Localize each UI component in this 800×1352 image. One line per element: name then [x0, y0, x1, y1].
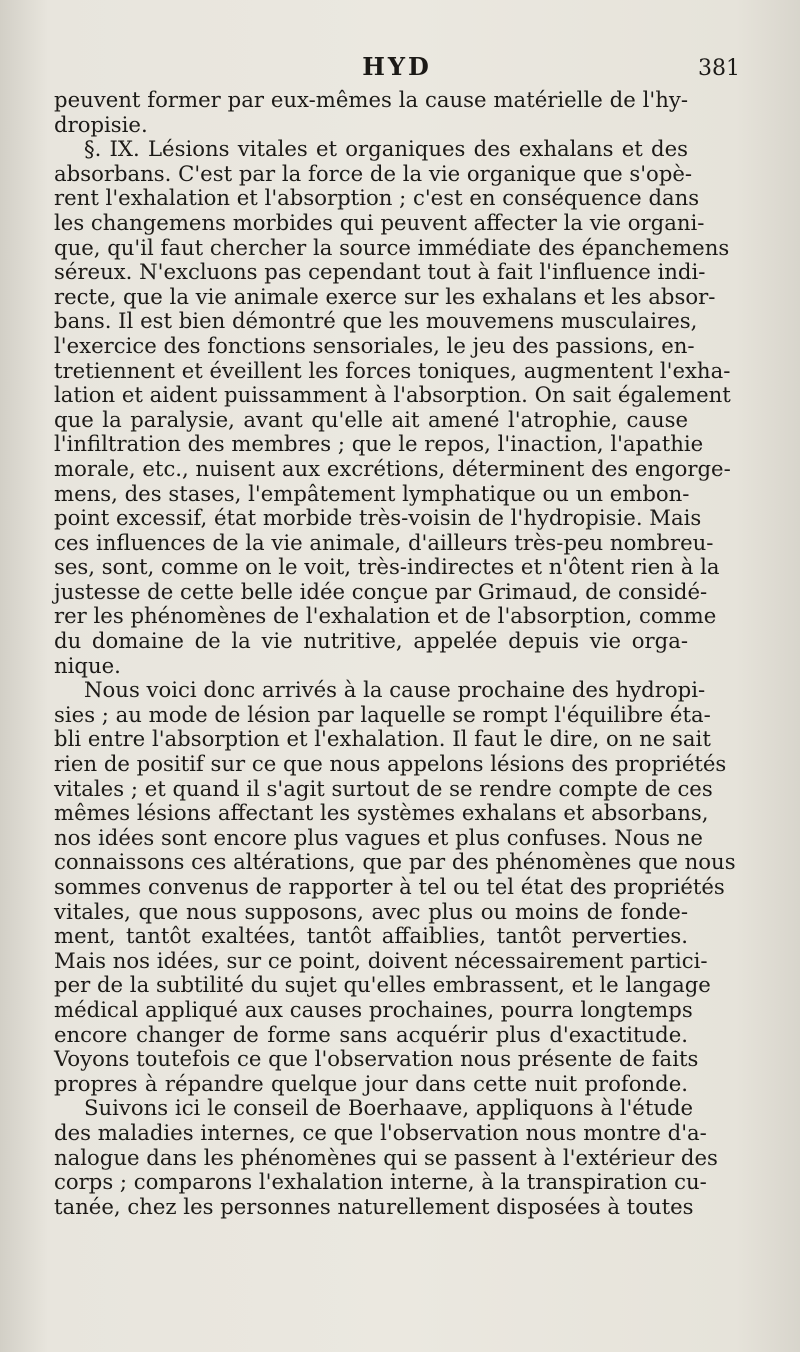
text-line: rien de positif sur ce que nous appelons lésions des propriétés	[54, 751, 727, 777]
text-line: Suivons ici le conseil de Boerhaave, appliquons à l'étude	[84, 1095, 694, 1121]
text-line: per de la subtilité du sujet qu'elles embrassent, et le langage	[54, 972, 711, 998]
text-line: ces influences de la vie animale, d'ailleurs très-peu nombreu-	[54, 529, 714, 555]
text-line: des maladies internes, ce que l'observation nous montre d'a-	[54, 1119, 707, 1145]
paragraph-4	[54, 1095, 718, 1219]
text-line: que, qu'il faut chercher la source immédiate des épanchemens	[54, 234, 730, 260]
text-line: bans. Il est bien démontré que les mouvemens musculaires,	[54, 308, 698, 334]
text-line: recte, que la vie animale exerce sur les exhalans et les absor-	[54, 283, 716, 309]
text-line: séreux. N'excluons pas cependant tout à fait l'influence indi-	[54, 259, 706, 285]
page-body	[54, 87, 736, 1219]
text-line: absorbans. C'est par la force de la vie organique que s'opè-	[54, 160, 693, 186]
text-line: sies ; au mode de lésion par laquelle se rompt l'équilibre éta-	[54, 701, 711, 727]
text-line: vitales ; et quand il s'agit surtout de se rendre compte de ces	[54, 775, 713, 801]
section-heading-line: §. IX. Lésions vitales et organiques des exhalans et des	[84, 136, 688, 162]
text-line: peuvent former par eux-mêmes la cause matérielle de l'hy-	[54, 87, 688, 112]
text-line: point excessif, état morbide très-voisin de l'hydropisie. Mais	[54, 505, 702, 531]
text-line: corps ; comparons l'exhalation interne, à la transpiration cu-	[54, 1169, 707, 1195]
page-header	[54, 52, 740, 86]
text-line: Nous voici donc arrivés à la cause prochaine des hydropi-	[84, 677, 706, 703]
text-line: les changemens morbides qui peuvent affecter la vie organi-	[54, 209, 705, 235]
text-line: mens, des stases, l'empâtement lymphatique ou un embon-	[54, 480, 690, 506]
text-line: propres à répandre quelque jour dans cette nuit profonde.	[54, 1070, 688, 1096]
text-line: justesse de cette belle idée conçue par Grimaud, de considé-	[54, 578, 708, 604]
text-line: l'infiltration des membres ; que le repos, l'inaction, l'apathie	[54, 431, 704, 457]
text-line: rer les phénomènes de l'exhalation et de l'absorption, comme	[54, 603, 717, 629]
text-line: mêmes lésions affectant les systèmes exhalans et absorbans,	[54, 800, 709, 826]
text-line: tretiennent et éveillent les forces toniques, augmentent l'exha-	[54, 357, 731, 383]
text-line: que la paralysie, avant qu'elle ait amené l'atrophie, cause	[54, 406, 688, 432]
text-line: bli entre l'absorption et l'exhalation. Il faut le dire, on ne sait	[54, 726, 711, 752]
paragraph-section-ix	[54, 136, 731, 678]
text-line: nalogue dans les phénomènes qui se passent à l'extérieur des	[54, 1144, 718, 1170]
page-number: 381	[698, 56, 740, 81]
text-line: du domaine de la vie nutritive, appelée depuis vie orga-	[54, 628, 688, 654]
text-line: encore changer de forme sans acquérir plus d'exactitude.	[54, 1021, 688, 1047]
paragraph-1	[54, 88, 688, 137]
text-line: vitales, que nous supposons, avec plus ou moins de fonde-	[54, 898, 688, 924]
text-line: nique.	[54, 652, 121, 678]
text-line: Voyons toutefois ce que l'observation nous présente de faits	[54, 1046, 699, 1072]
text-line: dropisie.	[54, 111, 148, 137]
text-line: ment, tantôt exaltées, tantôt affaiblies, tantôt perverties.	[54, 923, 688, 949]
text-line: sommes convenus de rapporter à tel ou tel état des propriétés	[54, 874, 725, 899]
text-line: morale, etc., nuisent aux excrétions, déterminent des engorge-	[54, 455, 731, 481]
paragraph-3	[54, 677, 736, 1096]
text-line: connaissons ces altérations, que par des phénomènes que nous	[54, 849, 736, 875]
text-line: ses, sont, comme on le voit, très-indirectes et n'ôtent rien à la	[54, 554, 720, 580]
text-line: lation et aident puissamment à l'absorption. On sait également	[54, 382, 731, 408]
text-line: Mais nos idées, sur ce point, doivent nécessairement partici-	[54, 947, 708, 973]
text-line: tanée, chez les personnes naturellement disposées à toutes	[54, 1193, 694, 1219]
text-line: médical appliqué aux causes prochaines, pourra longtemps	[54, 996, 693, 1022]
running-head: HYD	[362, 52, 432, 81]
text-line: rent l'exhalation et l'absorption ; c'est en conséquence dans	[54, 185, 700, 211]
text-line: nos idées sont encore plus vagues et plus confuses. Nous ne	[54, 824, 703, 850]
text-line: l'exercice des fonctions sensoriales, le jeu des passions, en-	[54, 332, 695, 358]
